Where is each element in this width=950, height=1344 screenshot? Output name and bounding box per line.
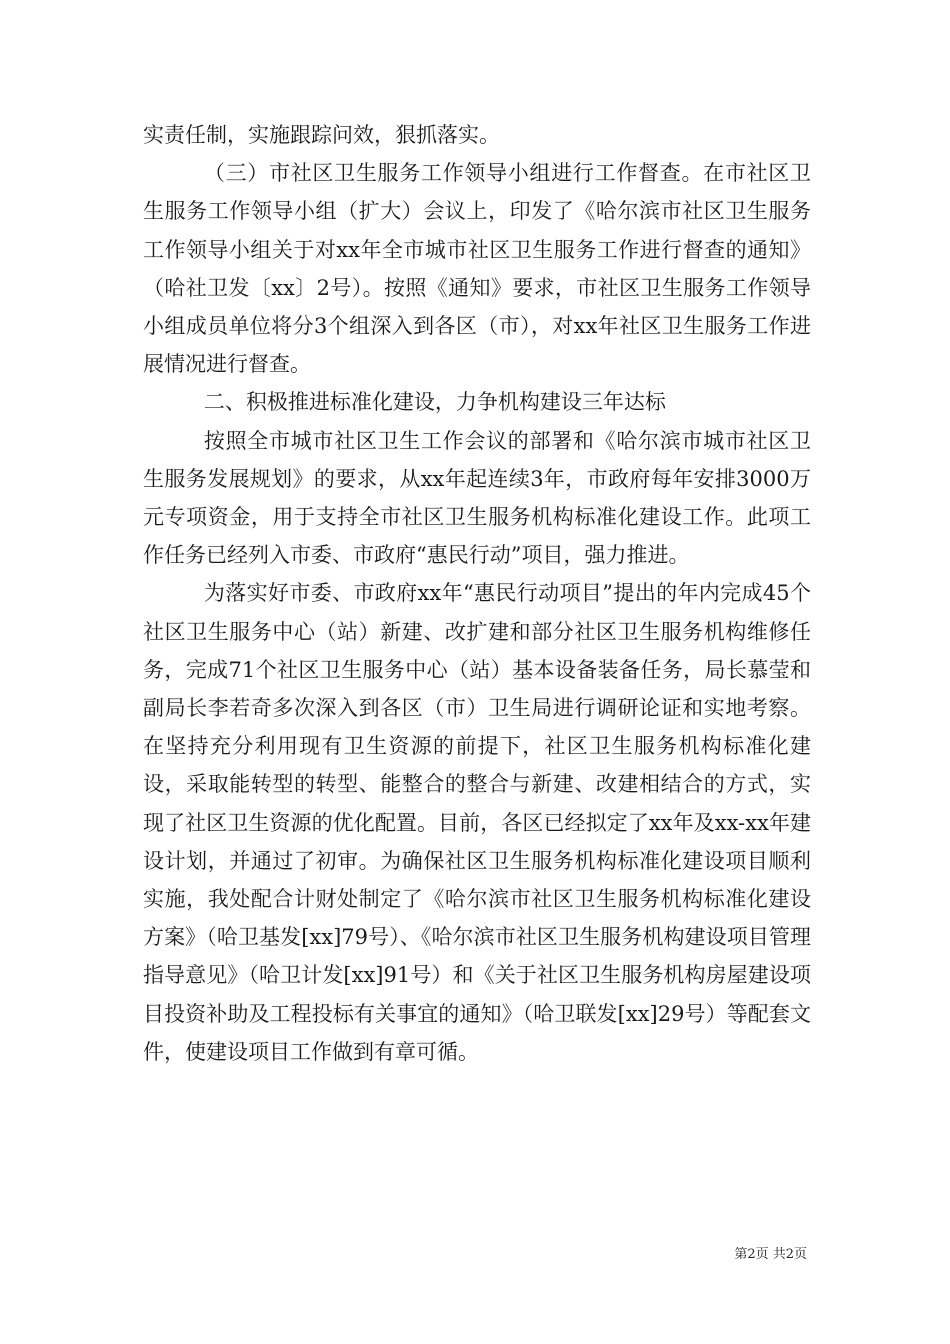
section-heading: 二、积极推进标准化建设，力争机构建设三年达标	[203, 390, 666, 415]
paragraph-supervision: （三）市社区卫生服务工作领导小组进行工作督查。在市社区卫生服务工作领导小组（扩大）会议上，印发了《哈尔滨市社区卫生服务工作领导小组关于对xx年全市城市社区卫生服务工作进行督查的通知》（哈社卫发〔xx〕2号）。按照《通知》要求，市社区卫生服务工作领导小组成员单位将分3个组深入到各区（市），对xx年社区卫生服务工作进展情况进行督查。	[143, 161, 811, 377]
paragraph-continuation: 实责任制，实施跟踪问效，狠抓落实。	[143, 123, 500, 147]
page-number: 第2页 共2页	[734, 1247, 807, 1262]
paragraph-plan: 按照全市城市社区卫生工作会议的部署和《哈尔滨市城市社区卫生服务发展规划》的要求，从xx年起连续3年，市政府每年安排3000万元专项资金，用于支持全市社区卫生服务机构标准化建设工作。此项工作任务已经列入市委、市政府“惠民行动”项目，强力推进。	[143, 428, 811, 568]
paragraph-implementation: 为落实好市委、市政府xx年“惠民行动项目”提出的年内完成45个社区卫生服务中心（站）新建、改扩建和部分社区卫生服务机构维修任务，完成71个社区卫生服务中心（站）基本设备装备任务，局长慕莹和副局长李若奇多次深入到各区（市）卫生局进行调研论证和实地考察。在坚持充分利用现有卫生资源的前提下，社区卫生服务机构标准化建设，采取能转型的转型、能整合的整合与新建、改建相结合的方式，实现了社区卫生资源的优化配置。目前，各区已经拟定了xx年及xx-xx年建设计划，并通过了初审。为确保社区卫生服务机构标准化建设项目顺利实施，我处配合计财处制定了《哈尔滨市社区卫生服务机构标准化建设方案》（哈卫基发[xx]79号）、《哈尔滨市社区卫生服务机构建设项目管理指导意见》（哈卫计发[xx]91号）和《关于社区卫生服务机构房屋建设项目投资补助及工程投标有关事宜的通知》（哈卫联发[xx]29号）等配套文件，使建设项目工作做到有章可循。	[143, 581, 811, 1064]
document-body	[143, 116, 811, 1071]
